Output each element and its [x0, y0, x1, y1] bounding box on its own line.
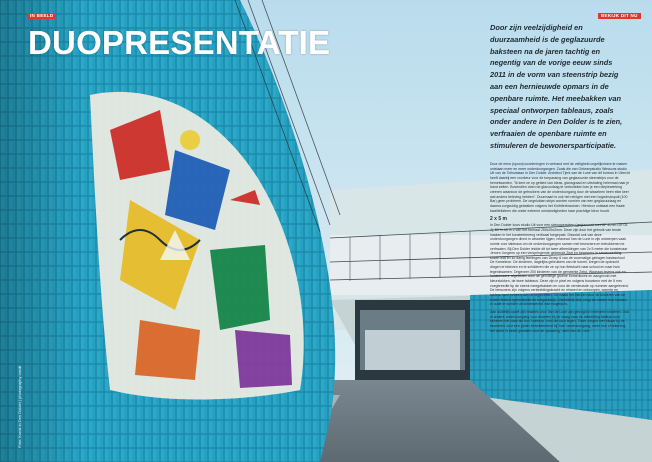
article-subheading: 2 x 5 m	[490, 216, 507, 223]
article-paragraph: In Den Dolder koos studio Uit voor een strengpersteen (geglazuurd met GF 40 en GR 03 J), 50 % 45 % 2 van het formaat 250x25x2mm. Deze zijn door het gebruik van tende haaken in het kunstenbereng verticaal toegepast. Dissolat ook van deze onderdoorgangen direct in wisselen lijgen, relaxead Van de Lune in zijn ontwerpen vaak ruimte voor tableaus om de onderdoorgangen samen met bewoners en betrokkenen te verfraaien. Bij Den Dolder leidde dit tot twee afbeeldingen van 2x 5 meter die kunstenaar Jeroen Jongens op een verspringende gekeerde Zeel en bewoners in samenwerking kozen wat en zo danig leerlingen van Groep 6 van de voormalige gebogen basisschool De Kameleon. De kinderen, dagelijks gebruikers van de tunnel, kregen de opdracht dingen te tekenen en te schilderen die ze op hun fietstocht naar school en naar huis tegenkwamen. Ongeveer 200 kinderen van de gemeente Zeist, Waaraan tevens ook en kunstenaars, afgeleiden door de gevoelige groene bomenkwint en aangevuld met kleurstokken, de twee tableaus. Deze zijn in pixel en volgens bouwkeur met de 5 mm voegbreedte tip de strenk meegebakken en voor de vernieuwde op nummer aangeleverd. De bewoners zijn volgens verbeeldingskracht en relaxed en ontworpen, warmte en tableau kunt hebben aan de tegelzetten. Dit maakt het kleuren door de kinderen van de muren tevens rgenereerde en toegankelijk. Uiteindelijk strip zorgt de manier hoe kunnen in oude te worden uit kinderwereld wat mogelijk is.	[490, 223, 629, 307]
article-paragraph: Door de eens (spoor)voorzieningen in verband met de veiligheid ongelijkvloers te maken ontstaan meer en meer onderdoorgangen. Zoals die van Ontwerpstudio Wessons studio Uit van de Tolhuislaan in Den Dolder. Architect Tjerk van de Lune van dit bureau in Utrecht heeft daarbij een voorkeur voor de toepassing van geglazuurde steenstrips voor de hemelwanden. "Ik kent ze op gebied van ideas, glansgraad en uitstraling helemaal naar je hand zetten. Bovendien doen de glazuurlaag te verbuiteken kan je een diepiewerking creeren waardoor de gebruikers van de onderdoorgang door de wisseleen heen elke keer wat anders beleving hebben". Duurmaart is ook het reinigen met een hogedrukspuit (100 Bar) geen probleem. De ongeluktan strips worden ronnien van een geglazuurlaag en daarna zorgvuldig gebakken volgens het Koltriterbrauinen. Hierdoor ontstaat een fraaie kwaliteitsteen die onder extreme omstandigheden haar prachtige kleur houdt.	[490, 162, 630, 213]
section-tag-left: IN BEELD	[27, 13, 56, 19]
headline: DUOPRESENTATIE	[28, 24, 331, 61]
article-intro: Door zijn veelzijdigheid en duurzaamheid is de geglazuurde baksteen na de jaren tachtig en negentig van de vorige eeuw sinds 2011 in de vorm van steenstrip bezig aan een hernieuwde opmars in de openbare ruimte. Het meebakken van speciaal ontworpen tableaus, zoals onder andere in Den Dolder is te zien, verfraaien de openbare ruimte en stimuleren de bewonersparticipatie.	[490, 23, 623, 150]
article-body	[490, 162, 630, 336]
article-paragraph: Aan duidelijk opzet zijn reacties voor Van de Lune zijn gevolgd in meerdere kinderen. Ook in andere onderdoorgang voor anderen bij de vraag naar de afbeelding tableau kost kinderen het vaak als hun 'ontwerp' rond die toch tegen. 'Deze zorgen met elkaar bij de bewoners voor een groter betrokkenheid bij 'hun' onderdoorgang, meer hoe of tekening, het werkt in beide gevallen voor de oplossing', stelt Van de Lune.	[490, 310, 630, 333]
section-tag-right: BEKIJK DIT NU	[598, 13, 641, 19]
photo-credit: Foto: Kunst in Den Dolder | photography credit	[17, 365, 22, 448]
